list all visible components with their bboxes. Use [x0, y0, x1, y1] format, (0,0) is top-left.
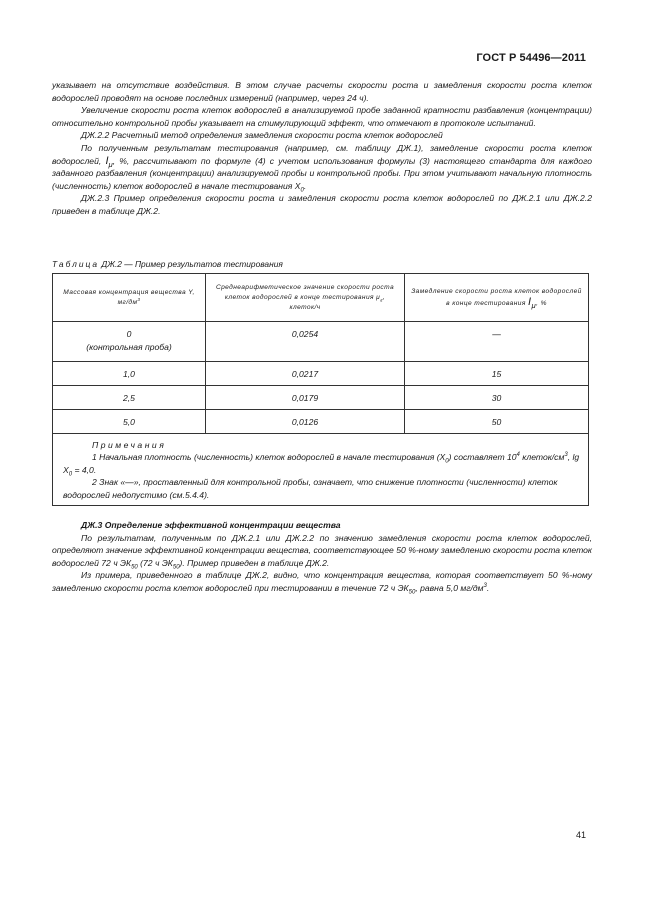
table-notes [53, 434, 589, 506]
document-id-header: ГОСТ Р 54496—2011 [476, 52, 586, 64]
table-cell: 5,0 [53, 410, 206, 434]
table-cell: 1,0 [53, 362, 206, 386]
paragraph: По результатам, полученным по ДЖ.2.1 или ДЖ.2.2 по значению замедления скорости роста клеток водорослей, определяют значение эффективной концентрации вещества, соответствующее 50 %-ному замедлению скорости роста клеток водорослей 72 ч $ЭК_{50}$ (72 ч $ЭК_{50}$). Пример приведен в таблице ДЖ.2. [52, 532, 592, 571]
page-number: 41 [575, 830, 586, 840]
body-text [52, 79, 592, 218]
table-cell: — [405, 322, 589, 362]
section-dzh3 [52, 519, 592, 595]
results-table [52, 273, 589, 506]
column-header-concentration: Массовая концентрация вещества Y, $мг/дм^3$ [53, 274, 206, 322]
subsection-heading: ДЖ.2.2 Расчетный метод определения замедления скорости роста клеток водорослей [81, 130, 443, 141]
paragraph: указывает на отсутствие воздействия. В этом случае расчеты скорости роста и замедления скорости роста клеток водорослей проводят на основе последних измерений (например, через 24 ч). [52, 80, 592, 103]
table-cell: 15 [405, 362, 589, 386]
column-header-inhibition: Замедление скорости роста клеток водорослей в конце тестирования $I_\mu$, % [405, 274, 589, 322]
table-row [53, 362, 589, 386]
table-cell: 0,0126 [206, 410, 405, 434]
table-notes-row [53, 434, 589, 506]
table-header-row [53, 274, 589, 322]
table-cell: 2,5 [53, 386, 206, 410]
formula-symbol: $I_\mu$ [528, 295, 537, 310]
notes-title: Примечания [92, 440, 167, 450]
table-cell: 30 [405, 386, 589, 410]
column-header-growth-rate: Среднеарифметическое значение скорости роста клеток водорослей в конце тестирования $\mu_г$, клеток/ч [206, 274, 405, 322]
table-cell: 0,0179 [206, 386, 405, 410]
note-1: 1 Начальная плотность (численность) клеток водорослей в начале тестирования $(X_0)$ составляет $10^4$ клеток/$см^3$, $\lg X_0 = 4,0$. [63, 452, 580, 478]
table-caption: Таблица ДЖ.2 — Пример результатов тестирования [52, 259, 283, 269]
table-cell: 0,0217 [206, 362, 405, 386]
table-cell: 50 [405, 410, 589, 434]
table-cell: 0 (контрольная проба) [53, 322, 206, 362]
section-heading: ДЖ.3 Определение эффективной концентрации вещества [81, 520, 341, 530]
table-row [53, 386, 589, 410]
paragraph: ДЖ.2.3 Пример определения скорости роста и замедления скорости роста клеток водорослей по ДЖ.2.1 или ДЖ.2.2 приведен в таблице ДЖ.2. [52, 193, 592, 216]
paragraph: Увеличение скорости роста клеток водорослей в анализируемой пробе заданной кратности разбавления (концентрации) относительно контрольной пробы указывает на стимулирующий эффект, что отмечают в протоколе испытаний. [52, 105, 592, 128]
table-row [53, 322, 589, 362]
paragraph: Из примера, приведенного в таблице ДЖ.2, видно, что концентрация вещества, которая соответствует 50 %-ному замедлению скорости роста клеток водорослей при тестировании в течение 72 ч $ЭК_{50}$, равна 5,0 $мг/дм^3$. [52, 570, 592, 596]
note-2: 2 Знак «—», проставленный для контрольной пробы, означает, что снижение плотности (численности) клеток водорослей недопустимо (см.5.4.4). [63, 477, 558, 500]
table-cell: 0,0254 [206, 322, 405, 362]
formula-symbol: $I_\mu$ [105, 154, 113, 169]
paragraph: По полученным результатам тестирования (например, см. таблицу ДЖ.1), замедление скорости роста клеток водорослей, $I_\mu$, %, рассчитывают по формуле (4) с учетом использования формулы (3) настоящего стандарта для каждого заданного разбавления (концентрации) анализируемой пробы и контрольной пробы. При этом учитывают начальную плотность (численность) клеток водорослей в начале тестирования $X_0$. [52, 142, 593, 194]
table-row [53, 410, 589, 434]
